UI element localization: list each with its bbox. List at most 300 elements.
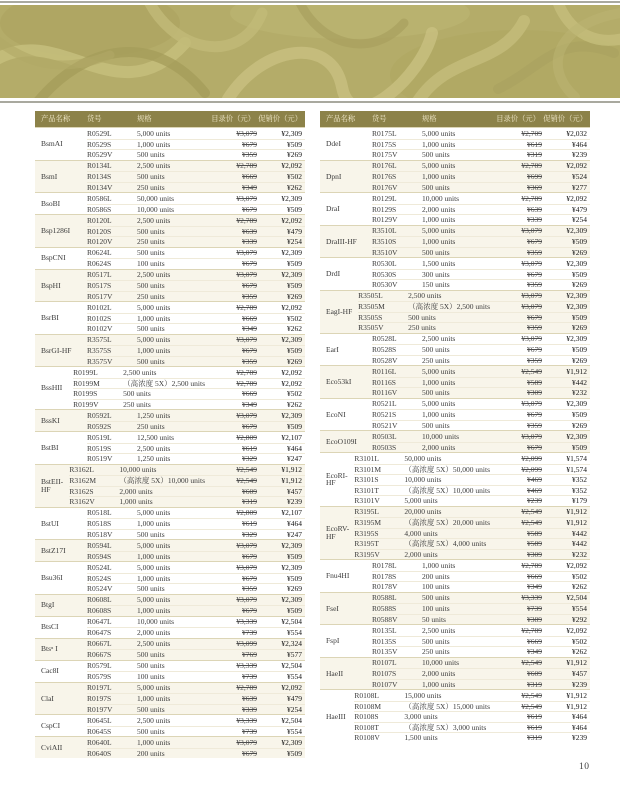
- catalog-cell: R3505S: [358, 312, 383, 322]
- list-price-cell: ¥2,789: [236, 215, 257, 225]
- table-row: [87, 726, 305, 737]
- product-group: [35, 301, 305, 334]
- product-name: Btsᵅ I: [41, 644, 58, 654]
- list-price-cell: ¥2,789: [521, 625, 542, 635]
- promo-price-cell: ¥239: [572, 733, 587, 742]
- promo-price-cell: ¥554: [572, 604, 587, 613]
- table-row: [372, 139, 590, 150]
- table-row: [354, 549, 590, 560]
- catalog-cell: R0529V: [87, 150, 113, 159]
- spec-cell: 300 units: [422, 269, 450, 279]
- table-header-row: [320, 111, 590, 127]
- table-row: [372, 679, 590, 690]
- table-row: [372, 560, 590, 571]
- product-group: [35, 561, 305, 594]
- spec-cell: （高浓度 5X）20,000 units: [404, 518, 490, 527]
- list-price-cell: ¥679: [527, 345, 542, 354]
- catalog-cell: R0116L: [372, 366, 397, 376]
- table-row: [354, 538, 590, 549]
- table-row: [87, 443, 305, 454]
- table-row: [372, 409, 590, 420]
- table-row: [87, 291, 305, 302]
- list-price-cell: ¥339: [242, 704, 257, 714]
- promo-price-cell: ¥269: [572, 355, 587, 365]
- promo-price-cell: ¥502: [287, 313, 302, 323]
- list-price-cell: ¥389: [527, 614, 542, 624]
- list-price-cell: ¥2,789: [521, 161, 542, 170]
- list-price-cell: ¥359: [242, 356, 257, 366]
- table-row: [354, 507, 590, 518]
- spec-cell: 500 units: [137, 150, 165, 159]
- catalog-cell: R0503L: [372, 431, 397, 441]
- list-price-cell: ¥3,079: [236, 410, 257, 420]
- list-price-cell: ¥3,079: [521, 431, 542, 441]
- spec-cell: 2,500 units: [408, 291, 442, 300]
- catalog-cell: R3195L: [354, 507, 379, 516]
- product-name: DdeI: [326, 139, 341, 148]
- spec-cell: 500 units: [408, 312, 436, 322]
- table-row: [372, 593, 590, 604]
- product-name: EarI: [326, 344, 339, 354]
- list-price-cell: ¥679: [527, 410, 542, 419]
- product-group: [35, 660, 305, 682]
- catalog-cell: R0129V: [372, 215, 398, 224]
- spec-cell: 5,000 units: [422, 399, 456, 408]
- list-price-cell: ¥739: [242, 628, 257, 637]
- product-group: [320, 506, 590, 560]
- catalog-cell: R0645L: [87, 715, 112, 725]
- promo-price-cell: ¥554: [287, 726, 302, 736]
- spec-cell: 1,500 units: [404, 733, 438, 742]
- promo-price-cell: ¥352: [572, 485, 587, 495]
- spec-cell: 500 units: [137, 281, 165, 290]
- promo-price-cell: ¥2,092: [281, 367, 302, 377]
- list-price-cell: ¥679: [242, 259, 257, 268]
- table-row: [87, 595, 305, 606]
- list-price-cell: ¥3,079: [521, 291, 542, 300]
- promo-price-cell: ¥2,309: [281, 270, 302, 279]
- list-price-cell: ¥679: [527, 269, 542, 279]
- promo-price-cell: ¥2,309: [281, 737, 302, 747]
- promo-price-cell: ¥502: [572, 571, 587, 581]
- product-name: BspCNI: [41, 253, 66, 263]
- promo-price-cell: ¥554: [287, 672, 302, 681]
- product-group: [35, 507, 305, 540]
- product-name: BsoBI: [41, 198, 61, 208]
- promo-price-cell: ¥232: [572, 388, 587, 397]
- catalog-cell: R3195V: [354, 549, 380, 559]
- catalog-cell: R0588L: [372, 593, 397, 602]
- spec-cell: 1,000 units: [137, 346, 171, 355]
- catalog-cell: R0108S: [354, 712, 379, 721]
- catalog-cell: R3101S: [354, 475, 379, 484]
- promo-price-cell: ¥2,309: [281, 562, 302, 572]
- catalog-cell: R0108M: [354, 701, 382, 711]
- catalog-cell: R0108T: [354, 722, 379, 732]
- table-row: [372, 399, 590, 410]
- catalog-cell: R0519S: [87, 443, 112, 453]
- spec-cell: 5,000 units: [137, 302, 171, 312]
- promo-price-cell: ¥464: [572, 722, 587, 732]
- table-row: [69, 475, 305, 486]
- list-price-cell: ¥2,789: [236, 302, 257, 312]
- list-price-cell: ¥369: [527, 182, 542, 192]
- list-price-cell: ¥3,079: [521, 226, 542, 235]
- list-price-cell: ¥679: [242, 421, 257, 431]
- spec-cell: 2,000 units: [404, 549, 438, 559]
- spec-cell: 500 units: [137, 529, 165, 539]
- product-group: [320, 127, 590, 160]
- catalog-cell: R0640L: [87, 737, 112, 747]
- catalog-cell: R0588V: [372, 614, 398, 624]
- list-price-cell: ¥3,079: [236, 193, 257, 203]
- catalog-cell: R0530L: [372, 258, 397, 268]
- column-header: 目录价（元）: [496, 114, 540, 124]
- list-price-cell: ¥669: [527, 636, 542, 646]
- spec-cell: 100 units: [137, 259, 165, 268]
- table-row: [69, 486, 305, 497]
- table-row: [87, 356, 305, 367]
- spec-cell: 2,500 units: [123, 367, 157, 377]
- table-row: [87, 432, 305, 443]
- catalog-cell: R0579L: [87, 661, 112, 670]
- catalog-cell: R0199L: [73, 367, 98, 377]
- promo-price-cell: ¥262: [572, 582, 587, 591]
- catalog-cell: R0176S: [372, 172, 397, 181]
- list-price-cell: ¥3,339: [236, 715, 257, 725]
- promo-price-cell: ¥2,504: [281, 661, 302, 670]
- spec-cell: （高浓度 5X）15,000 units: [404, 701, 490, 711]
- product-name: ClaI: [41, 693, 54, 703]
- catalog-cell: R0530S: [372, 269, 397, 279]
- catalog-cell: R0107V: [372, 679, 398, 689]
- spec-cell: 50 units: [422, 614, 446, 624]
- product-name: EcoRV-HF: [326, 524, 350, 541]
- list-price-cell: ¥3,079: [236, 737, 257, 747]
- catalog-cell: R3510L: [372, 226, 397, 235]
- spec-cell: （高浓度 5X）2,500 units: [123, 378, 205, 388]
- product-name: BssKI: [41, 415, 60, 425]
- product-name: BspHI: [41, 280, 61, 290]
- promo-price-cell: ¥442: [572, 539, 587, 548]
- promo-price-cell: ¥2,309: [281, 193, 302, 203]
- product-name: BtsCI: [41, 622, 59, 632]
- catalog-cell: R3162V: [69, 497, 95, 506]
- list-price-cell: ¥639: [242, 226, 257, 236]
- spec-cell: 250 units: [137, 421, 165, 431]
- table-row: [87, 139, 305, 150]
- table-row: [372, 355, 590, 366]
- list-price-cell: ¥739: [242, 672, 257, 681]
- list-price-cell: ¥589: [527, 528, 542, 538]
- promo-price-cell: ¥502: [287, 172, 302, 181]
- list-price-cell: ¥3,079: [236, 128, 257, 138]
- table-row: [372, 636, 590, 647]
- catalog-cell: R0524L: [87, 562, 112, 572]
- spec-cell: （高浓度 5X）10,000 units: [404, 485, 490, 495]
- promo-price-cell: ¥269: [287, 291, 302, 301]
- catalog-cell: R0116S: [372, 377, 396, 387]
- spec-cell: （高浓度 5X）2,500 units: [408, 302, 490, 311]
- product-group: [320, 225, 590, 258]
- table-row: [87, 161, 305, 172]
- spec-cell: 1,000 units: [137, 737, 171, 747]
- product-name: EcoNI: [326, 409, 346, 419]
- spec-cell: 2,500 units: [137, 715, 171, 725]
- product-group: [35, 160, 305, 193]
- list-price-cell: ¥679: [527, 312, 542, 322]
- table-row: [73, 367, 305, 378]
- catalog-cell: R0586S: [87, 204, 112, 214]
- product-group: [35, 214, 305, 247]
- spec-cell: 2,500 units: [137, 161, 171, 170]
- promo-price-cell: ¥254: [572, 215, 587, 224]
- promo-price-cell: ¥2,092: [281, 161, 302, 170]
- catalog-cell: R0503S: [372, 442, 397, 452]
- catalog-cell: R0116V: [372, 388, 398, 397]
- spec-cell: 3,000 units: [404, 712, 438, 721]
- catalog-cell: R0517L: [87, 270, 112, 279]
- product-group: [320, 559, 590, 592]
- catalog-cell: R0518L: [87, 508, 112, 517]
- spec-cell: 500 units: [137, 324, 165, 333]
- banner-worms-illustration: [0, 5, 620, 98]
- product-group: [320, 160, 590, 193]
- column-header: 规格: [137, 114, 152, 124]
- table-row: [87, 583, 305, 594]
- product-group: [35, 682, 305, 715]
- catalog-cell: R0120S: [87, 226, 112, 236]
- list-price-cell: ¥3,099: [236, 639, 257, 648]
- list-price-cell: ¥2,549: [521, 366, 542, 376]
- table-row: [87, 605, 305, 616]
- promo-price-cell: ¥292: [572, 614, 587, 624]
- list-price-cell: ¥349: [242, 182, 257, 192]
- catalog-cell: R0667S: [87, 650, 112, 659]
- list-price-cell: ¥739: [242, 726, 257, 736]
- spec-cell: 250 units: [422, 355, 450, 365]
- promo-price-cell: ¥269: [572, 420, 587, 430]
- list-price-cell: ¥739: [527, 604, 542, 613]
- list-price-cell: ¥3,079: [236, 540, 257, 550]
- spec-cell: 1,000 units: [137, 606, 171, 615]
- promo-price-cell: ¥1,912: [566, 658, 587, 667]
- product-group: [320, 257, 590, 290]
- promo-price-cell: ¥262: [287, 182, 302, 192]
- table-row: [372, 668, 590, 679]
- list-price-cell: ¥339: [242, 237, 257, 246]
- table-row: [354, 517, 590, 528]
- spec-cell: 500 units: [123, 389, 151, 398]
- column-header: 目录价（元）: [211, 114, 255, 124]
- product-group: [320, 689, 590, 743]
- spec-cell: 1,500 units: [422, 258, 456, 268]
- product-name: FseI: [326, 603, 339, 613]
- catalog-cell: R3101T: [354, 485, 379, 495]
- list-price-cell: ¥589: [527, 377, 542, 387]
- list-price-cell: ¥2,789: [521, 560, 542, 570]
- product-name: EcoO109I: [326, 436, 357, 446]
- spec-cell: 200 units: [422, 571, 450, 581]
- promo-price-cell: ¥2,092: [281, 215, 302, 225]
- spec-cell: 12,500 units: [137, 432, 175, 442]
- list-price-cell: ¥349: [527, 647, 542, 656]
- catalog-cell: R0586L: [87, 193, 112, 203]
- product-group: [35, 638, 305, 660]
- promo-price-cell: ¥1,912: [566, 701, 587, 711]
- table-row: [372, 646, 590, 657]
- promo-price-cell: ¥464: [572, 139, 587, 149]
- promo-price-cell: ¥254: [287, 704, 302, 714]
- product-group: [35, 464, 305, 507]
- table-row: [354, 474, 590, 485]
- list-price-cell: ¥669: [242, 313, 257, 323]
- product-group: [320, 452, 590, 506]
- table-row: [372, 377, 590, 388]
- table-row: [358, 322, 590, 333]
- list-price-cell: ¥679: [242, 573, 257, 583]
- catalog-cell: R0519V: [87, 454, 113, 463]
- table-row: [372, 149, 590, 160]
- promo-price-cell: ¥2,324: [281, 639, 302, 648]
- list-price-cell: ¥3,079: [236, 248, 257, 257]
- product-name: CviAII: [41, 742, 63, 752]
- list-price-cell: ¥319: [242, 497, 257, 506]
- list-price-cell: ¥3,079: [236, 562, 257, 572]
- promo-price-cell: ¥509: [287, 748, 302, 758]
- promo-price-cell: ¥269: [572, 280, 587, 289]
- product-group: [320, 657, 590, 690]
- catalog-cell: R0624S: [87, 259, 112, 268]
- catalog-cell: R3195S: [354, 528, 379, 538]
- list-price-cell: ¥2,549: [521, 658, 542, 667]
- catalog-cell: R0102L: [87, 302, 112, 312]
- table-row: [354, 453, 590, 464]
- promo-price-cell: ¥2,309: [281, 595, 302, 604]
- table-row: [87, 649, 305, 660]
- product-group: [320, 398, 590, 431]
- spec-cell: 500 units: [422, 388, 450, 397]
- catalog-cell: R0197S: [87, 694, 112, 703]
- catalog-cell: R0178S: [372, 571, 397, 581]
- product-name: HaeII: [326, 668, 344, 678]
- spec-cell: 500 units: [137, 661, 165, 670]
- promo-price-cell: ¥269: [287, 584, 302, 593]
- promo-price-cell: ¥464: [572, 712, 587, 721]
- promo-price-cell: ¥1,574: [566, 464, 587, 474]
- product-group: [35, 736, 305, 758]
- catalog-cell: R0120L: [87, 215, 112, 225]
- list-price-cell: ¥319: [527, 150, 542, 159]
- spec-cell: 500 units: [422, 593, 450, 602]
- catalog-cell: R0107S: [372, 669, 397, 678]
- product-group: [35, 269, 305, 302]
- promo-price-cell: ¥509: [572, 410, 587, 419]
- catalog-cell: R0521S: [372, 410, 397, 419]
- catalog-cell: R0197V: [87, 704, 113, 714]
- table-row: [87, 508, 305, 519]
- spec-cell: 1,250 units: [137, 454, 171, 463]
- promo-price-cell: ¥509: [572, 269, 587, 279]
- promo-price-cell: ¥2,504: [281, 715, 302, 725]
- list-price-cell: ¥679: [242, 346, 257, 355]
- page-number: 10: [579, 762, 590, 772]
- table-row: [87, 193, 305, 204]
- list-price-cell: ¥359: [242, 584, 257, 593]
- product-group: [35, 616, 305, 638]
- product-name: BsmAI: [41, 139, 63, 148]
- promo-price-cell: ¥2,309: [566, 334, 587, 343]
- list-price-cell: ¥619: [242, 443, 257, 453]
- promo-price-cell: ¥509: [287, 551, 302, 561]
- table-row: [354, 711, 590, 722]
- table-row: [87, 236, 305, 247]
- table-row: [372, 236, 590, 247]
- promo-price-cell: ¥2,092: [281, 683, 302, 692]
- table-row: [87, 128, 305, 139]
- list-price-cell: ¥699: [527, 172, 542, 181]
- table-header-row: [35, 111, 305, 127]
- table-row: [87, 204, 305, 215]
- promo-price-cell: ¥509: [572, 345, 587, 354]
- list-price-cell: ¥2,709: [521, 128, 542, 138]
- price-table-left: [35, 111, 305, 758]
- catalog-cell: R0624L: [87, 248, 112, 257]
- list-price-cell: ¥349: [242, 324, 257, 333]
- catalog-cell: R0134V: [87, 182, 113, 192]
- spec-cell: 5,000 units: [137, 508, 171, 517]
- catalog-cell: R0524V: [87, 584, 113, 593]
- spec-cell: 10,000 units: [404, 475, 442, 484]
- list-price-cell: ¥3,079: [521, 258, 542, 268]
- table-row: [354, 485, 590, 496]
- promo-price-cell: ¥509: [287, 346, 302, 355]
- table-row: [87, 737, 305, 748]
- list-price-cell: ¥669: [527, 571, 542, 581]
- table-row: [358, 312, 590, 323]
- catalog-cell: R0518S: [87, 519, 112, 528]
- catalog-cell: R0176L: [372, 161, 397, 170]
- spec-cell: 1,000 units: [137, 573, 171, 583]
- table-row: [372, 603, 590, 614]
- list-price-cell: ¥329: [242, 529, 257, 539]
- list-price-cell: ¥669: [242, 389, 257, 398]
- catalog-cell: R0175S: [372, 139, 397, 149]
- promo-price-cell: ¥502: [287, 389, 302, 398]
- table-row: [372, 247, 590, 258]
- product-group: [320, 290, 590, 333]
- list-price-cell: ¥359: [527, 355, 542, 365]
- promo-price-cell: ¥509: [287, 606, 302, 615]
- list-price-cell: ¥359: [527, 420, 542, 430]
- catalog-cell: R0108V: [354, 733, 380, 742]
- product-group: [35, 409, 305, 431]
- spec-cell: 500 units: [422, 636, 450, 646]
- list-price-cell: ¥2,789: [521, 193, 542, 203]
- product-name: Bsu36I: [41, 573, 63, 582]
- spec-cell: 4,000 units: [404, 528, 438, 538]
- list-price-cell: ¥2,549: [236, 465, 257, 474]
- table-row: [372, 442, 590, 453]
- catalog-cell: R0199S: [73, 389, 98, 398]
- promo-price-cell: ¥442: [572, 528, 587, 538]
- table-row: [87, 410, 305, 421]
- table-row: [87, 258, 305, 269]
- product-group: [35, 366, 305, 409]
- spec-cell: 100 units: [422, 582, 450, 591]
- list-price-cell: ¥679: [527, 237, 542, 246]
- table-row: [87, 421, 305, 432]
